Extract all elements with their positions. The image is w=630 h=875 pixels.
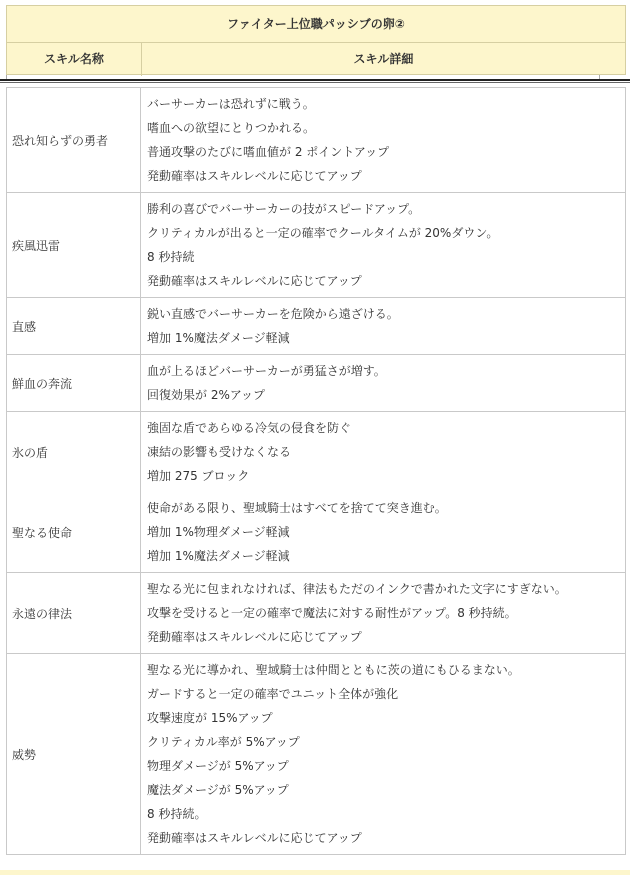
skill-name: 聖なる使命 xyxy=(7,492,141,572)
skill-detail xyxy=(141,355,625,411)
skill-detail xyxy=(141,412,625,492)
skill-detail-line: クリティカルが出ると一定の確率でクールタイムが 20%ダウン。 xyxy=(147,226,499,240)
bottom-strip xyxy=(0,870,630,875)
column-header-skill-detail: スキル詳細 xyxy=(353,52,414,66)
skill-table xyxy=(6,87,626,855)
skill-name: 直感 xyxy=(7,298,141,354)
page-title: ファイター上位職パッシブの卵② xyxy=(7,6,625,43)
skill-detail-line: 発動確率はスキルレベルに応じてアップ xyxy=(147,831,362,845)
table-header xyxy=(6,5,626,75)
table-row xyxy=(7,355,625,412)
skill-detail-line: 攻撃を受けると一定の確率で魔法に対する耐性がアップ。8 秒持続。 xyxy=(147,606,517,620)
skill-name: 威勢 xyxy=(7,654,141,854)
skill-detail-line: 増加 1%魔法ダメージ軽減 xyxy=(147,549,290,563)
skill-detail-line: 聖なる光に導かれ、聖域騎士は仲間とともに茨の道にもひるまない。 xyxy=(147,663,520,677)
skill-detail-line: 攻撃速度が 15%アップ xyxy=(147,711,273,725)
section-divider xyxy=(0,82,630,83)
skill-detail-line: 8 秒持続 xyxy=(147,250,195,264)
table-row xyxy=(7,88,625,193)
skill-detail-line: 鋭い直感でバーサーカーを危険から遠ざける。 xyxy=(147,307,399,321)
skill-name: 恐れ知らずの勇者 xyxy=(7,88,141,192)
table-row xyxy=(7,298,625,355)
skill-detail xyxy=(141,654,625,854)
skill-detail xyxy=(141,88,625,192)
skill-detail-line: 使命がある限り、聖域騎士はすべてを捨てて突き進む。 xyxy=(147,501,447,515)
skill-detail-line: 聖なる光に包まれなければ、律法もただのインクで書かれた文字にすぎない。 xyxy=(147,582,567,596)
table-row xyxy=(7,492,625,573)
table-row xyxy=(7,412,625,492)
table-row xyxy=(7,654,625,854)
table-row xyxy=(7,573,625,654)
skill-detail-line: 発動確率はスキルレベルに応じてアップ xyxy=(147,274,362,288)
skill-detail-line: 8 秒持続。 xyxy=(147,807,207,821)
skill-name: 鮮血の奔流 xyxy=(7,355,141,411)
skill-name: 永遠の律法 xyxy=(7,573,141,653)
skill-detail-line: 強固な盾であらゆる冷気の侵食を防ぐ xyxy=(147,421,352,435)
skill-detail xyxy=(141,492,625,572)
skill-detail-line: 勝利の喜びでバーサーカーの技がスピードアップ。 xyxy=(147,202,421,216)
skill-detail xyxy=(141,298,625,354)
skill-detail-line: 増加 1%魔法ダメージ軽減 xyxy=(147,331,290,345)
column-headers xyxy=(7,43,625,76)
skill-detail-line: 発動確率はスキルレベルに応じてアップ xyxy=(147,169,362,183)
skill-detail-line: 魔法ダメージが 5%アップ xyxy=(147,783,289,797)
skill-detail-line: バーサーカーは恐れずに戦う。 xyxy=(147,97,315,111)
skill-detail-line: 増加 1%物理ダメージ軽減 xyxy=(147,525,290,539)
skill-detail xyxy=(141,193,625,297)
skill-detail xyxy=(141,573,625,653)
skill-detail-line: 血が上るほどバーサーカーが勇猛さが増す。 xyxy=(147,364,386,378)
skill-detail-line: 普通攻撃のたびに嗜血値が 2 ポイントアップ xyxy=(147,145,390,159)
table-row xyxy=(7,193,625,298)
skill-detail-line: 物理ダメージが 5%アップ xyxy=(147,759,289,773)
skill-name: 疾風迅雷 xyxy=(7,193,141,297)
skill-detail-line: 増加 275 ブロック xyxy=(147,469,250,483)
skill-detail-line: クリティカル率が 5%アップ xyxy=(147,735,300,749)
skill-detail-line: ガードすると一定の確率でユニット全体が強化 xyxy=(147,687,399,701)
skill-detail-line: 発動確率はスキルレベルに応じてアップ xyxy=(147,630,362,644)
section-divider xyxy=(0,79,630,81)
skill-detail-line: 嗜血への欲望にとりつかれる。 xyxy=(147,121,316,135)
column-header-skill-name: スキル名称 xyxy=(7,43,142,76)
skill-name: 氷の盾 xyxy=(7,412,141,492)
skill-detail-line: 回復効果が 2%アップ xyxy=(147,388,266,402)
skill-detail-line: 凍結の影響も受けなくなる xyxy=(147,445,292,459)
